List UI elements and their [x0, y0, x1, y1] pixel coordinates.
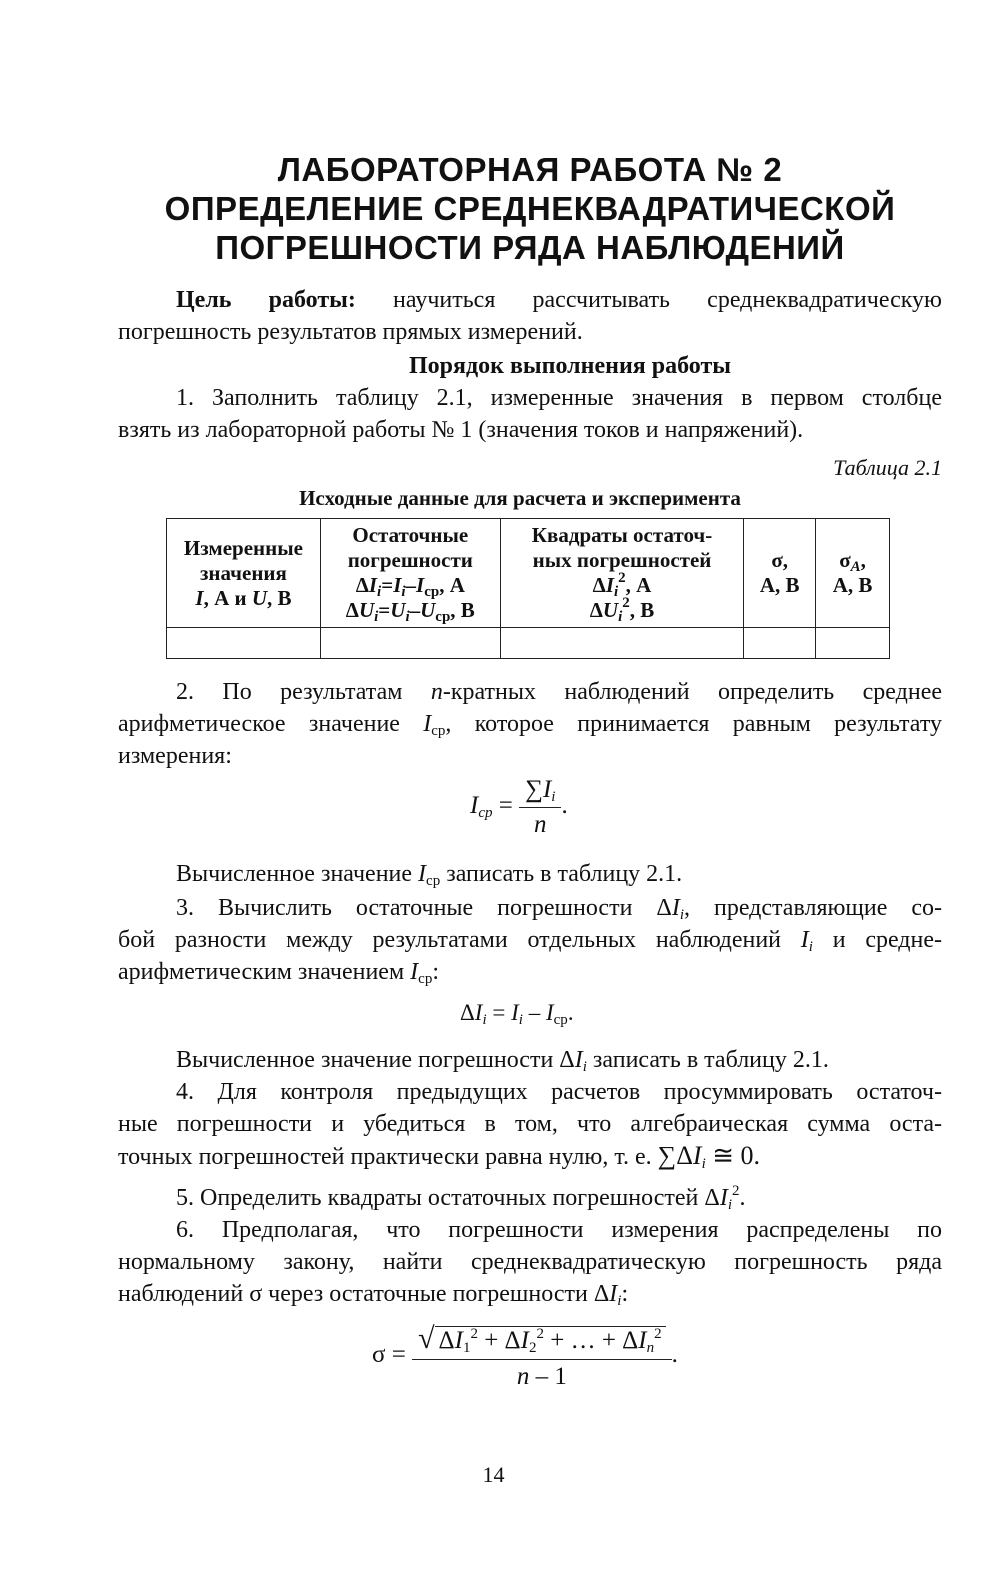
procedure-heading: Порядок выполнения работы — [408, 353, 731, 379]
table-cell — [500, 628, 744, 659]
title-line-2: ОПРЕДЕЛЕНИЕ СРЕДНЕКВАДРАТИЧЕСКОЙ — [164, 190, 896, 227]
step-1-line-1: 1. Заполнить таблицу 2.1, измеренные значения в первом столбце — [176, 385, 942, 411]
formula-mean: $I_{cp}$ = $\frac{\sum I_i}{n}$ . — [470, 776, 568, 838]
step-6: 6. Предполагая, что погрешности измерения распределены по нормальному закону, найти среднеквадратическую погрешность ряда наблюдений σ через остаточные погрешности $\Delta I_i$: — [118, 1217, 942, 1309]
table-cell — [167, 628, 321, 659]
formula-residual: $\Delta I_i = I_i - I_{ср}$. — [460, 1000, 574, 1028]
goal-paragraph — [118, 284, 942, 348]
page-number: 14 — [482, 1462, 505, 1487]
table-cell — [816, 628, 890, 659]
calc-note-1: Вычисленное значение $I_{ср}$ записать в таблицу 2.1. — [176, 861, 683, 889]
title-line-1: ЛАБОРАТОРНАЯ РАБОТА № 2 — [277, 151, 783, 188]
header-sigma: σ, А, В — [744, 519, 816, 628]
table-cell — [744, 628, 816, 659]
title-line-3: ПОГРЕШНОСТИ РЯДА НАБЛЮДЕНИЙ — [215, 229, 845, 266]
formula-sigma: σ = $\frac{√ \Delta I_1^2 + \Delta I_2^2 + \dots + \Delta I_n^2}{n - 1}$ . — [372, 1322, 678, 1390]
header-measured-values: Измеренные значения I, А и U, В — [167, 519, 321, 628]
table-caption: Таблица 2.1 — [833, 455, 942, 480]
table-row — [167, 628, 890, 659]
step-1-line-2: взять из лабораторной работы № 1 (значения токов и напряжений). — [118, 417, 804, 443]
header-residual-errors: Остаточные погрешности $\Delta I_i=I_i-I_{ср}$, А $\Delta U_i=U_i-U_{ср}$, В — [320, 519, 500, 628]
step-5: 5. Определить квадраты остаточных погрешностей $\Delta I_i^2$. — [176, 1183, 746, 1213]
step-4: 4. Для контроля предыдущих расчетов просуммировать остаточ- ные погрешности и убедиться в том, что алгебраическая сумма оста- точных погрешностей практически равна нулю, т. е. $\sum\Delta I_i$ ≅ 0. — [118, 1079, 942, 1172]
table-title: Исходные данные для расчета и эксперимента — [299, 486, 741, 510]
step-1 — [118, 382, 942, 446]
data-table — [166, 518, 890, 659]
table-header-row — [167, 519, 890, 628]
table-cell — [320, 628, 500, 659]
step-2: 2. По результатам n-кратных наблюдений определить среднее арифметическое значение $I_{ср}$, которое принимается равным результату измерения: — [118, 679, 943, 769]
step-3: 3. Вычислить остаточные погрешности $\Delta I_i$, представляющие со- бой разности между результатами отдельных наблюдений $I_i$ и средне- арифметическим значением $I_{ср}$: — [118, 895, 943, 987]
page-title — [110, 150, 950, 267]
goal-label: Цель работы: — [176, 287, 356, 313]
goal-text-1: научиться рассчитывать среднеквадратическую — [355, 287, 942, 313]
goal-text-2: погрешность результатов прямых измерений. — [118, 319, 583, 345]
calc-note-2: Вычисленное значение погрешности $\Delta I_i$ записать в таблицу 2.1. — [176, 1047, 829, 1075]
header-squared-residuals: Квадраты остаточ- ных погрешностей $\Delta I_i^2$, А $\Delta U_i^2$, В — [500, 519, 744, 628]
header-sigma-a: $\sigma_А$, А, В — [816, 519, 890, 628]
